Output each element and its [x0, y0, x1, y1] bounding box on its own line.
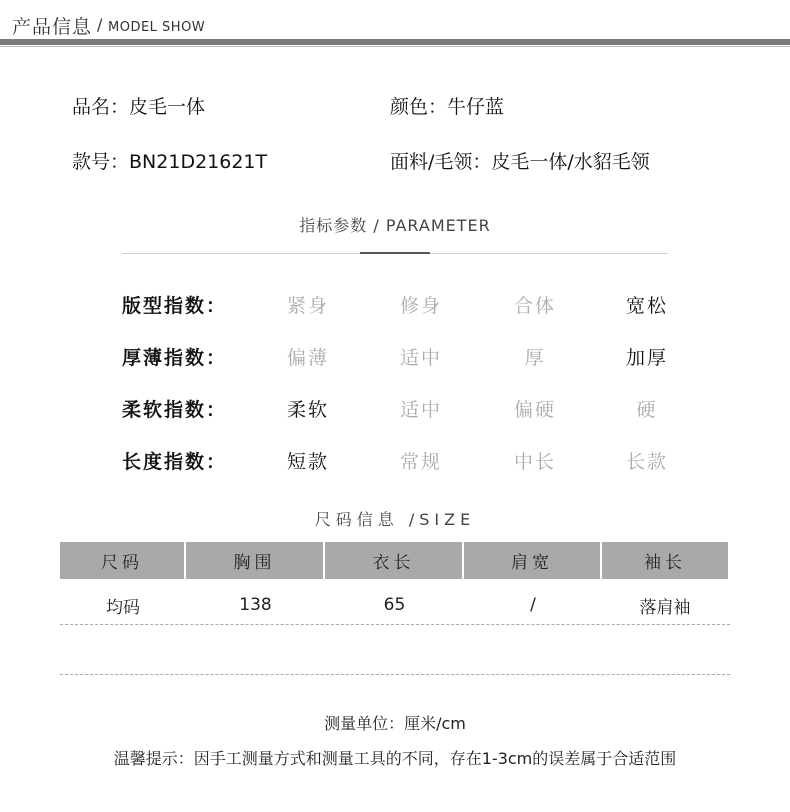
- section-header: [0, 0, 790, 48]
- index-option: 厚: [524, 347, 546, 369]
- index-option: 适中: [399, 347, 442, 369]
- product-fabric: [390, 147, 650, 174]
- size-cell: 138: [239, 595, 272, 615]
- size-header-cell: 肩宽: [464, 542, 602, 579]
- measurement-unit-note: 测量单位：厘米/cm: [324, 714, 466, 733]
- index-option: 偏薄: [286, 347, 329, 369]
- size-cell: 均码: [106, 597, 140, 618]
- size-header-cell: 衣长: [325, 542, 464, 579]
- product-color: [390, 92, 504, 119]
- table-bottom-divider: [60, 674, 730, 675]
- product-sku: [72, 147, 267, 174]
- index-option: 适中: [399, 399, 442, 421]
- index-row-fit: [0, 291, 790, 321]
- size-header-cell: 胸围: [186, 542, 325, 579]
- size-header-cell: 尺码: [60, 542, 186, 579]
- index-option: 合体: [513, 295, 556, 317]
- index-option: 短款: [286, 451, 329, 473]
- product-color-label: 颜色：: [390, 96, 448, 118]
- product-sku-value: BN21D21621T: [129, 151, 268, 173]
- size-cell: 落肩袖: [639, 597, 691, 618]
- index-row-thickness: [0, 343, 790, 373]
- product-sku-label: 款号：: [72, 151, 130, 173]
- product-fabric-value: 皮毛一体/水貂毛领: [491, 151, 650, 173]
- index-label: 版型指数：: [122, 295, 228, 317]
- header-bar-underline: [0, 46, 790, 47]
- index-option: 偏硬: [513, 399, 556, 421]
- product-color-value: 牛仔蓝: [447, 96, 505, 118]
- size-cell: /: [530, 595, 536, 615]
- size-header-cell: 袖长: [602, 542, 728, 579]
- index-row-length: [0, 447, 790, 477]
- index-label: 长度指数：: [122, 451, 228, 473]
- index-label: 柔软指数：: [122, 399, 228, 421]
- table-row-divider: [60, 624, 730, 625]
- parameter-title: 指标参数 / PARAMETER: [299, 216, 491, 235]
- index-option: 硬: [636, 399, 658, 421]
- product-fabric-label: 面料/毛领：: [390, 151, 492, 173]
- measurement-tip-note: 温馨提示：因手工测量方式和测量工具的不同，存在1-3cm的误差属于合适范围: [113, 749, 677, 768]
- index-label: 厚薄指数：: [122, 347, 228, 369]
- index-row-softness: [0, 395, 790, 425]
- size-cell: 65: [383, 595, 406, 615]
- index-option: 中长: [513, 451, 556, 473]
- index-option: 常规: [399, 451, 442, 473]
- section-title-separator: /: [97, 15, 103, 34]
- index-option: 加厚: [625, 347, 668, 369]
- header-bar: [0, 39, 790, 45]
- index-option: 柔软: [286, 399, 329, 421]
- table-row: [60, 585, 728, 625]
- section-subtitle: MODEL SHOW: [108, 20, 206, 35]
- index-option: 长款: [625, 451, 668, 473]
- product-name-value: 皮毛一体: [129, 96, 206, 118]
- size-table-header: [60, 542, 728, 579]
- index-option: 修身: [399, 295, 442, 317]
- parameter-divider-accent: [360, 252, 430, 254]
- product-name-label: 品名：: [72, 96, 130, 118]
- size-title: 尺码信息 /SIZE: [314, 510, 476, 529]
- section-title: 产品信息: [12, 16, 93, 38]
- index-option: 宽松: [625, 295, 668, 317]
- index-option: 紧身: [286, 295, 329, 317]
- product-name: [72, 92, 205, 119]
